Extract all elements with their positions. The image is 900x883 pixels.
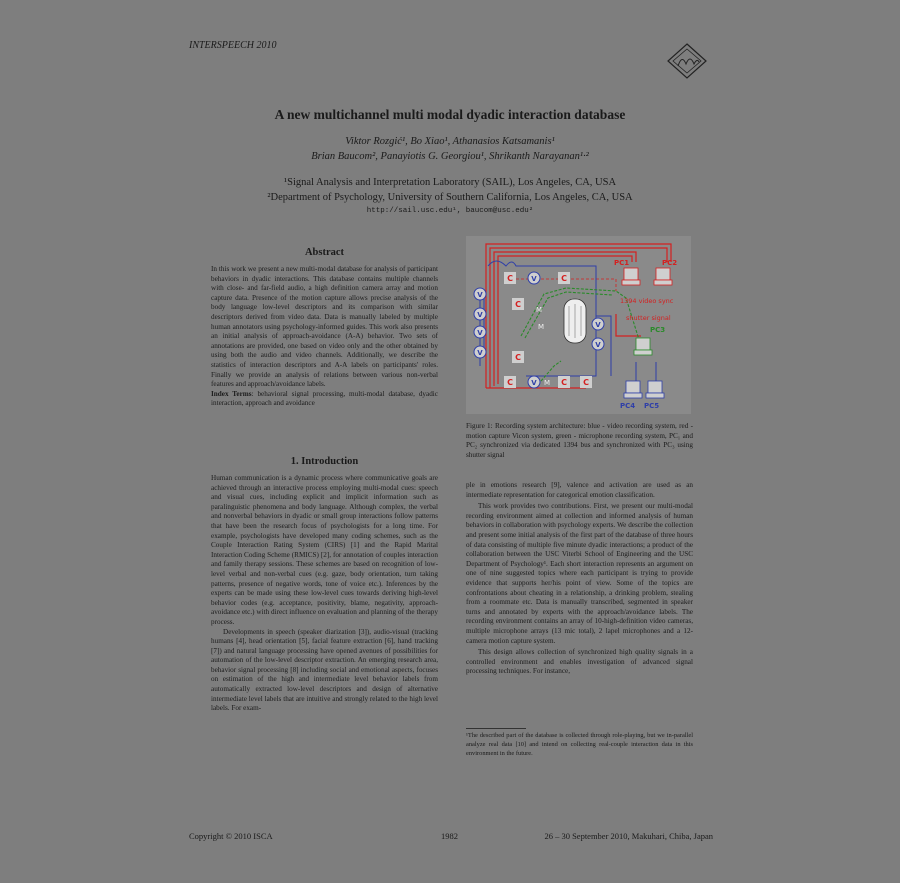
video-label-v: V — [595, 321, 601, 329]
isca-logo-icon — [666, 42, 708, 80]
pc4-label: PC4 — [620, 402, 636, 410]
copyright: Copyright © 2010 ISCA — [189, 831, 273, 841]
pc5-label: PC5 — [644, 402, 660, 410]
shutter-signal-label: shutter signal — [626, 314, 671, 322]
paper-title: A new multichannel multi modal dyadic interaction database — [274, 107, 626, 122]
pc1-label: PC1 — [614, 259, 630, 267]
recording-system-diagram — [466, 236, 691, 414]
mic-label-m: M — [544, 379, 551, 387]
introduction-body — [211, 474, 438, 714]
abstract-text: In this work we present a new multi-modal database for analysis of participant behaviors in dyadic interactions. This database contains multiple channels with close- and far-field audio, a high definition camera array and motion capture data. Presence of the motion capture allows precise analysis of the body language low-level descriptors and its comparison with similar descriptors derived from video data. Data is manually labeled by multiple human annotators using psychology-informed guides. This work also presents an initial analysis of approach-avoidance (A-A) behavior. Two sets of annotations are provided, one based on video only and the other obtained by using both the audio and video channels. Additionally, we describe the statistics of interaction descriptors and A-A labels on participants' roles. Finally we provide an analysis of relations between various non-verbal features and approach/avoidance labels. — [211, 265, 438, 389]
camera-label-c: C — [515, 353, 521, 362]
author-emails: http://sail.usc.edu¹, baucom@usc.edu² — [366, 207, 534, 215]
conference-header: INTERSPEECH 2010 — [189, 40, 277, 51]
camera-label-c: C — [583, 378, 589, 387]
camera-label-c: C — [561, 378, 567, 387]
video-label-v: V — [531, 379, 537, 387]
footnote-divider — [466, 728, 526, 729]
index-terms: : behavioral signal processing, multi-modal database, dyadic interaction, approach and avoidance — [211, 389, 438, 408]
right-paragraph-1: ple in emotions research [9], valence and activation are used as an intermediate representation for categorical emotion classification. — [466, 481, 693, 499]
figure-caption: Figure 1: Recording system architecture: blue - video recording system, red - motion capture Vicon system, green - microphone recording system, PC₁ and PC₂ synchronized via dedicated 1394 bus and synchronized with PC₃ using shutter signal — [466, 422, 693, 459]
abstract-heading: Abstract — [304, 247, 345, 258]
intro-paragraph-1: Human communication is a dynamic process where communicative goals are achieved through an interactive process employing multi-modal cues: speech and visual cues, including explicit and implicit information such as paralinguistic phenomena and body language. Although complex, the verbal and nonverbal behaviors in dyadic or small group interactions follow patterns that have been the research focus of psychologists for a long time. For example, psychologists have developed many coding schemes, such as the Couple Interaction Rating System (CIRS) [1] and the Rapid Marital Interaction Coding Scheme (RMICS) [2], for annotation of couples interaction and family therapy sessions. These schemes are based on recognition of low-level verbal and non-verbal cues (e.g. gaze, body orientation, turn taking patterns, presence of negative words, tone of voice etc.). Inferences by the experts can be made using these low-level cues towards deriving high-level behavior codes (e.g. acceptance, positivity, blame, negativity, approach-avoidance etc.) with direct influence on evaluation and planning of the therapy process. — [211, 474, 438, 626]
right-paragraph-2: This work provides two contributions. First, we present our multi-modal recording environment aimed at collection and informed analysis of human behaviors in collaboration with psychology experts. We describe the collection and present some initial analysis of the first part of the database of three hours of data consisting of multiple five minute dyadic interactions; a product of the collaboration between the USC Viterbi School of Engineering and the USC Department of Psychology¹. Each short interaction represents an argument on one of nine suggested topics where each participant is trying to provide evidence that supports her/his point of view. Some of the topics are confrontations about cheating in a relationship, a drinking problem, stealing from a roommate etc. Data is manually transcribed, segmented in speaker turns and annotated by experts with the approach/avoidance labels. The recording environment contains an array of 10-high-definition video cameras, multiple microphone arrays (13 mic total), 2 lapel microphones and a 12-camera motion capture system. — [466, 502, 693, 645]
conference-dates: 26 – 30 September 2010, Makuhari, Chiba, Japan — [544, 831, 713, 841]
camera-label-c: C — [507, 378, 513, 387]
camera-label-c: C — [515, 300, 521, 309]
page-number: 1982 — [441, 831, 458, 841]
pc3-label: PC3 — [650, 326, 666, 334]
authors-line-2: Brian Baucom², Panayiotis G. Georgiou¹, Shrikanth Narayanan¹·² — [311, 151, 589, 162]
camera-label-c: C — [561, 274, 567, 283]
video-label-v: V — [477, 311, 483, 319]
video-label-v: V — [477, 349, 483, 357]
abstract-body — [211, 265, 438, 409]
video-label-v: V — [595, 341, 601, 349]
video-label-v: V — [531, 275, 537, 283]
affiliation-1: ¹Signal Analysis and Interpretation Laboratory (SAIL), Los Angeles, CA, USA — [283, 177, 617, 188]
introduction-heading: 1. Introduction — [290, 456, 359, 467]
video-sync-label: 1394 video sync — [620, 297, 674, 305]
right-paragraph-3: This design allows collection of synchronized high quality signals in a controlled environment and enables investigation of advanced signal processing techniques. For instance, — [466, 648, 693, 676]
video-label-v: V — [477, 291, 483, 299]
mic-label-m: M — [538, 323, 545, 331]
pc2-label: PC2 — [662, 259, 678, 267]
camera-label-c: C — [507, 274, 513, 283]
authors-line-1: Viktor Rozgić¹, Bo Xiao¹, Athanasios Katsamanis¹ — [345, 136, 555, 147]
intro-paragraph-2: Developments in speech (speaker diarization [3]), audio-visual (tracking humans [4], head orientation [5], facial feature extraction [6], hand tracking [7]) and natural language processing have opened avenues of possibilities for automation of the low-level descriptor extraction. An emerging research area, behavior signal processing [8] including social and emotional aspects, focuses on estimation of the high and intermediate level behavior labels from automatically extracted low-level descriptors and design of alternative intermediate level labels that are intuitive and strongly related to the high level labels. For exam- — [211, 627, 438, 713]
index-terms-label: Index Terms — [211, 389, 252, 398]
mic-label-m: M — [536, 306, 543, 314]
video-label-v: V — [477, 329, 483, 337]
right-column-body — [466, 481, 693, 677]
affiliation-2: ²Department of Psychology, University of Southern California, Los Angeles, CA, USA — [267, 192, 633, 203]
footnote: ¹The described part of the database is collected through role-playing, but we in-parallel analyze real data [10] and intend on collecting real-couple interaction data in this environment in the future. — [466, 732, 693, 757]
